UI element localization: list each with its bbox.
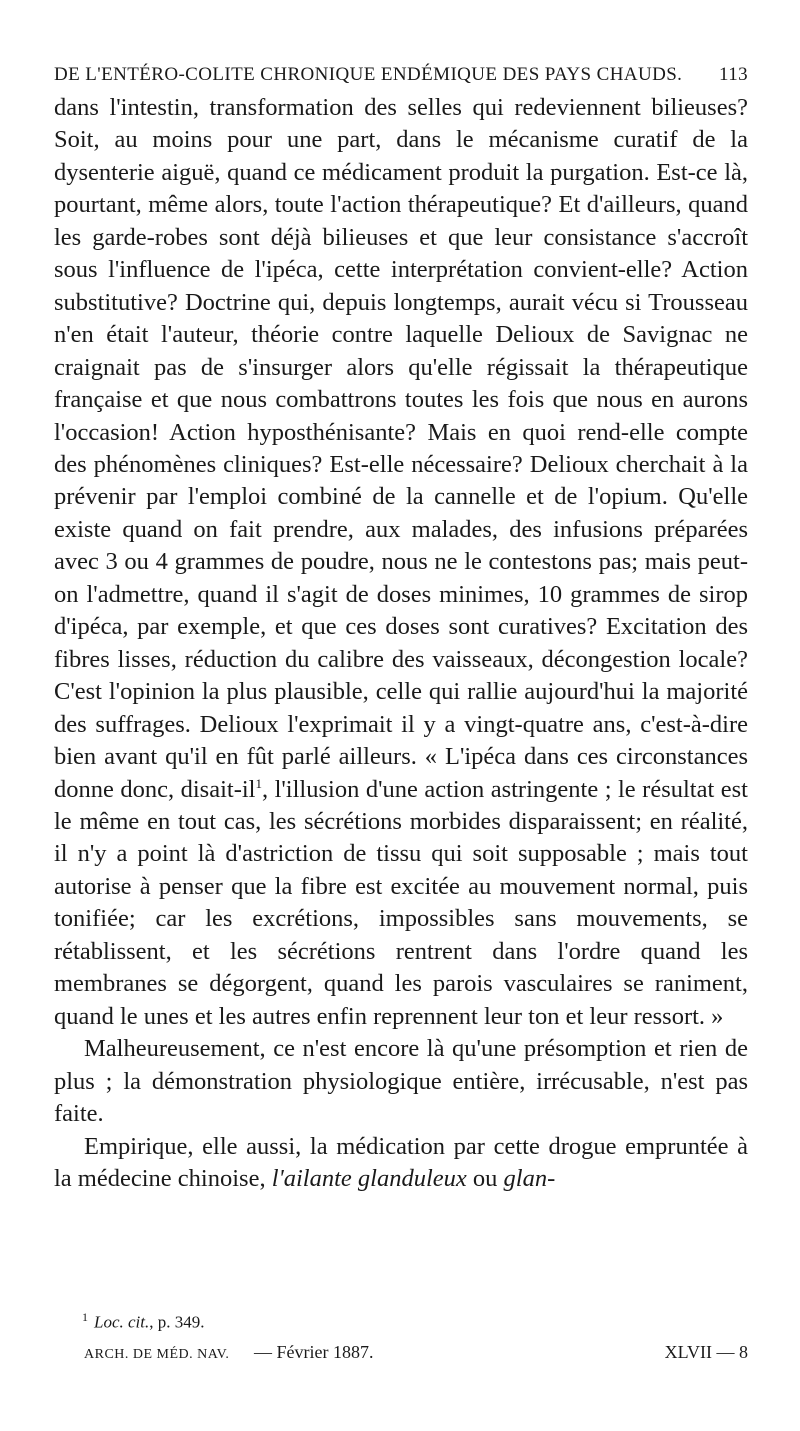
- paragraph-3-connector: ou: [466, 1164, 504, 1192]
- paragraph-3-text: Empirique, elle aussi, la médication par cette drogue empruntée à la médecine chinoise,: [54, 1132, 748, 1192]
- paragraph-1-text: dans l'intestin, transformation des selles qui redeviennent bilieuses? Soit, au moins pour une part, dans le mécanisme curatif de la dysenterie aiguë, quand ce médicament produit la purgation. Est-ce là, pourtant, même alors, toute l'action thérapeutique? Et d'ailleurs, quand les garde-robes sont déjà bilieuses et que leur consistance s'accroît sous l'influence de l'ipéca, cette interprétation convient-elle? Action substitutive? Doctrine qui, depuis longtemps, aurait vécu si Trousseau n'en était l'auteur, théorie contre laquelle Delioux de Savignac ne craignait pas de s'insurger alors qu'elle régissait la thérapeutique française et que nous combattrons toutes les fois que nous en aurons l'occasion! Action hyposthénisante? Mais en quoi rend-elle compte des phénomènes cliniques? Est-elle nécessaire? Delioux cherchait à la prévenir par l'emploi combiné de la cannelle et de l'opium. Qu'elle existe quand on fait prendre, aux malades, des infusions préparées avec 3 ou 4 grammes de poudre, nous ne le contestons pas; mais peut-on l'admettre, quand il s'agit de doses minimes, 10 grammes de sirop d'ipéca, par exemple, et que ces doses sont curatives? Excitation des fibres lisses, réduction du calibre des vaisseaux, décongestion locale? C'est l'opinion la plus plausible, celle qui rallie aujourd'hui la majorité des suffrages. Delioux l'exprimait il y a vingt-quatre ans, c'est-à-dire bien avant qu'il en fût parlé ailleurs. « L'ipéca dans ces circonstances donne donc, disait-il: [54, 94, 748, 803]
- paragraph-3: [54, 1131, 748, 1196]
- footnote-mark: 1: [82, 1310, 88, 1324]
- page-footer: [84, 1342, 748, 1363]
- footnote: [82, 1310, 205, 1333]
- paragraph-1-text-continued: , l'illusion d'une action astringente ; le résultat est le même en tout cas, les sécrétions morbides disparaissent; en réalité, il n'y a point là d'astriction de tissu qui soit supposable ; mais tout autorise à penser que la fibre est excitée au mouvement normal, puis tonifiée; car les excrétions, impossibles sans mouvements, se rétablissent, et les sécrétions rentrent dans l'ordre quand les membranes se dégorgent, quand les parois vasculaires se raniment, quand le unes et les autres enfin reprennent leur ton et leur ressort. »: [54, 775, 748, 1030]
- paragraph-1: [54, 92, 748, 1033]
- running-header: [54, 64, 748, 86]
- footnote-page: , p. 349.: [149, 1312, 205, 1332]
- paragraph-3-italic-term: l'ailante glanduleux: [271, 1164, 467, 1192]
- footer-signature: XLVII — 8: [664, 1342, 748, 1362]
- footer-journal: ARCH. DE MÉD. NAV.: [84, 1347, 230, 1362]
- footnote-citation: Loc. cit.: [94, 1312, 150, 1332]
- footer-date: — Février 1887.: [254, 1342, 374, 1362]
- running-title: DE L'ENTÉRO-COLITE CHRONIQUE ENDÉMIQUE DES PAYS CHAUDS.: [54, 64, 683, 85]
- page-number: 113: [719, 64, 748, 85]
- paragraph-3-italic-hyphenated: glan-: [503, 1164, 556, 1192]
- footnote-reference: 1: [255, 775, 262, 791]
- body-text: [54, 92, 748, 1195]
- paragraph-2: Malheureusement, ce n'est encore là qu'une présomption et rien de plus ; la démonstration physiologique entière, irrécusable, n'est pas faite.: [54, 1035, 748, 1128]
